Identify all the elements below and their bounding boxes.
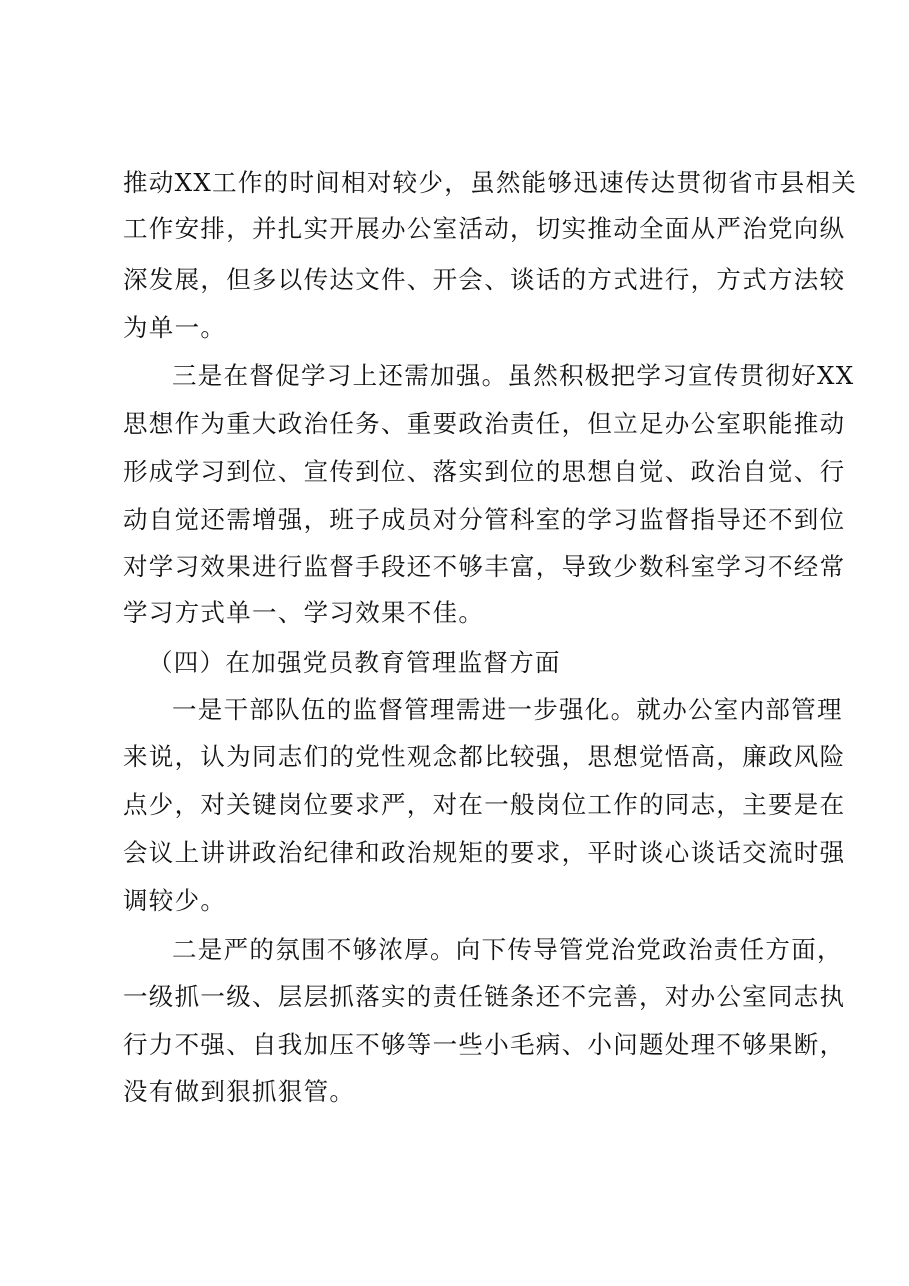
paragraph-start-line: 二是严的氛围不够浓厚。向下传导管党治党政治责任方面， (172, 935, 843, 964)
text-line: 推动XX工作的时间相对较少，虽然能够迅速传达贯彻省市县相关 (123, 168, 858, 197)
text-line: 点少，对关键岗位要求严，对在一般岗位工作的同志，主要是在 (123, 790, 846, 819)
paragraph-start-line: 一是干部队伍的监督管理需进一步强化。就办公室内部管理 (172, 695, 843, 724)
text-line: 会议上讲讲政治纪律和政治规矩的要求，平时谈心谈话交流时强 (123, 838, 846, 867)
text-line: 调较少。 (123, 886, 227, 915)
text-line: 一级抓一级、层层抓落实的责任链条还不完善，对办公室同志执 (123, 982, 846, 1011)
text-line: 深发展，但多以传达文件、开会、谈话的方式进行，方式方法较 (123, 265, 846, 294)
text-line: 动自觉还需增强，班子成员对分管科室的学习监督指导还不到位 (123, 505, 846, 534)
text-line: 形成学习到位、宣传到位、落实到位的思想自觉、政治自觉、行 (123, 457, 846, 486)
section-heading: （四）在加强党员教育管理监督方面 (148, 648, 561, 677)
text-line: 为单一。 (123, 313, 227, 342)
text-line: 行力不强、自我加压不够等一些小毛病、小问题处理不够果断， (123, 1030, 846, 1059)
text-line: 来说，认为同志们的党性观念都比较强，思想觉悟高，廉政风险 (123, 742, 846, 771)
text-line: 工作安排，并扎实开展办公室活动，切实推动全面从严治党向纵 (123, 214, 846, 243)
text-line: 学习方式单一、学习效果不佳。 (123, 598, 485, 627)
text-line: 没有做到狠抓狠管。 (123, 1077, 356, 1106)
text-line: 思想作为重大政治任务、重要政治责任，但立足办公室职能推动 (123, 409, 846, 438)
text-line: 对学习效果进行监督手段还不够丰富，导致少数科室学习不经常 (123, 552, 846, 581)
paragraph-start-line: 三是在督促学习上还需加强。虽然积极把学习宣传贯彻好XX (172, 361, 855, 390)
